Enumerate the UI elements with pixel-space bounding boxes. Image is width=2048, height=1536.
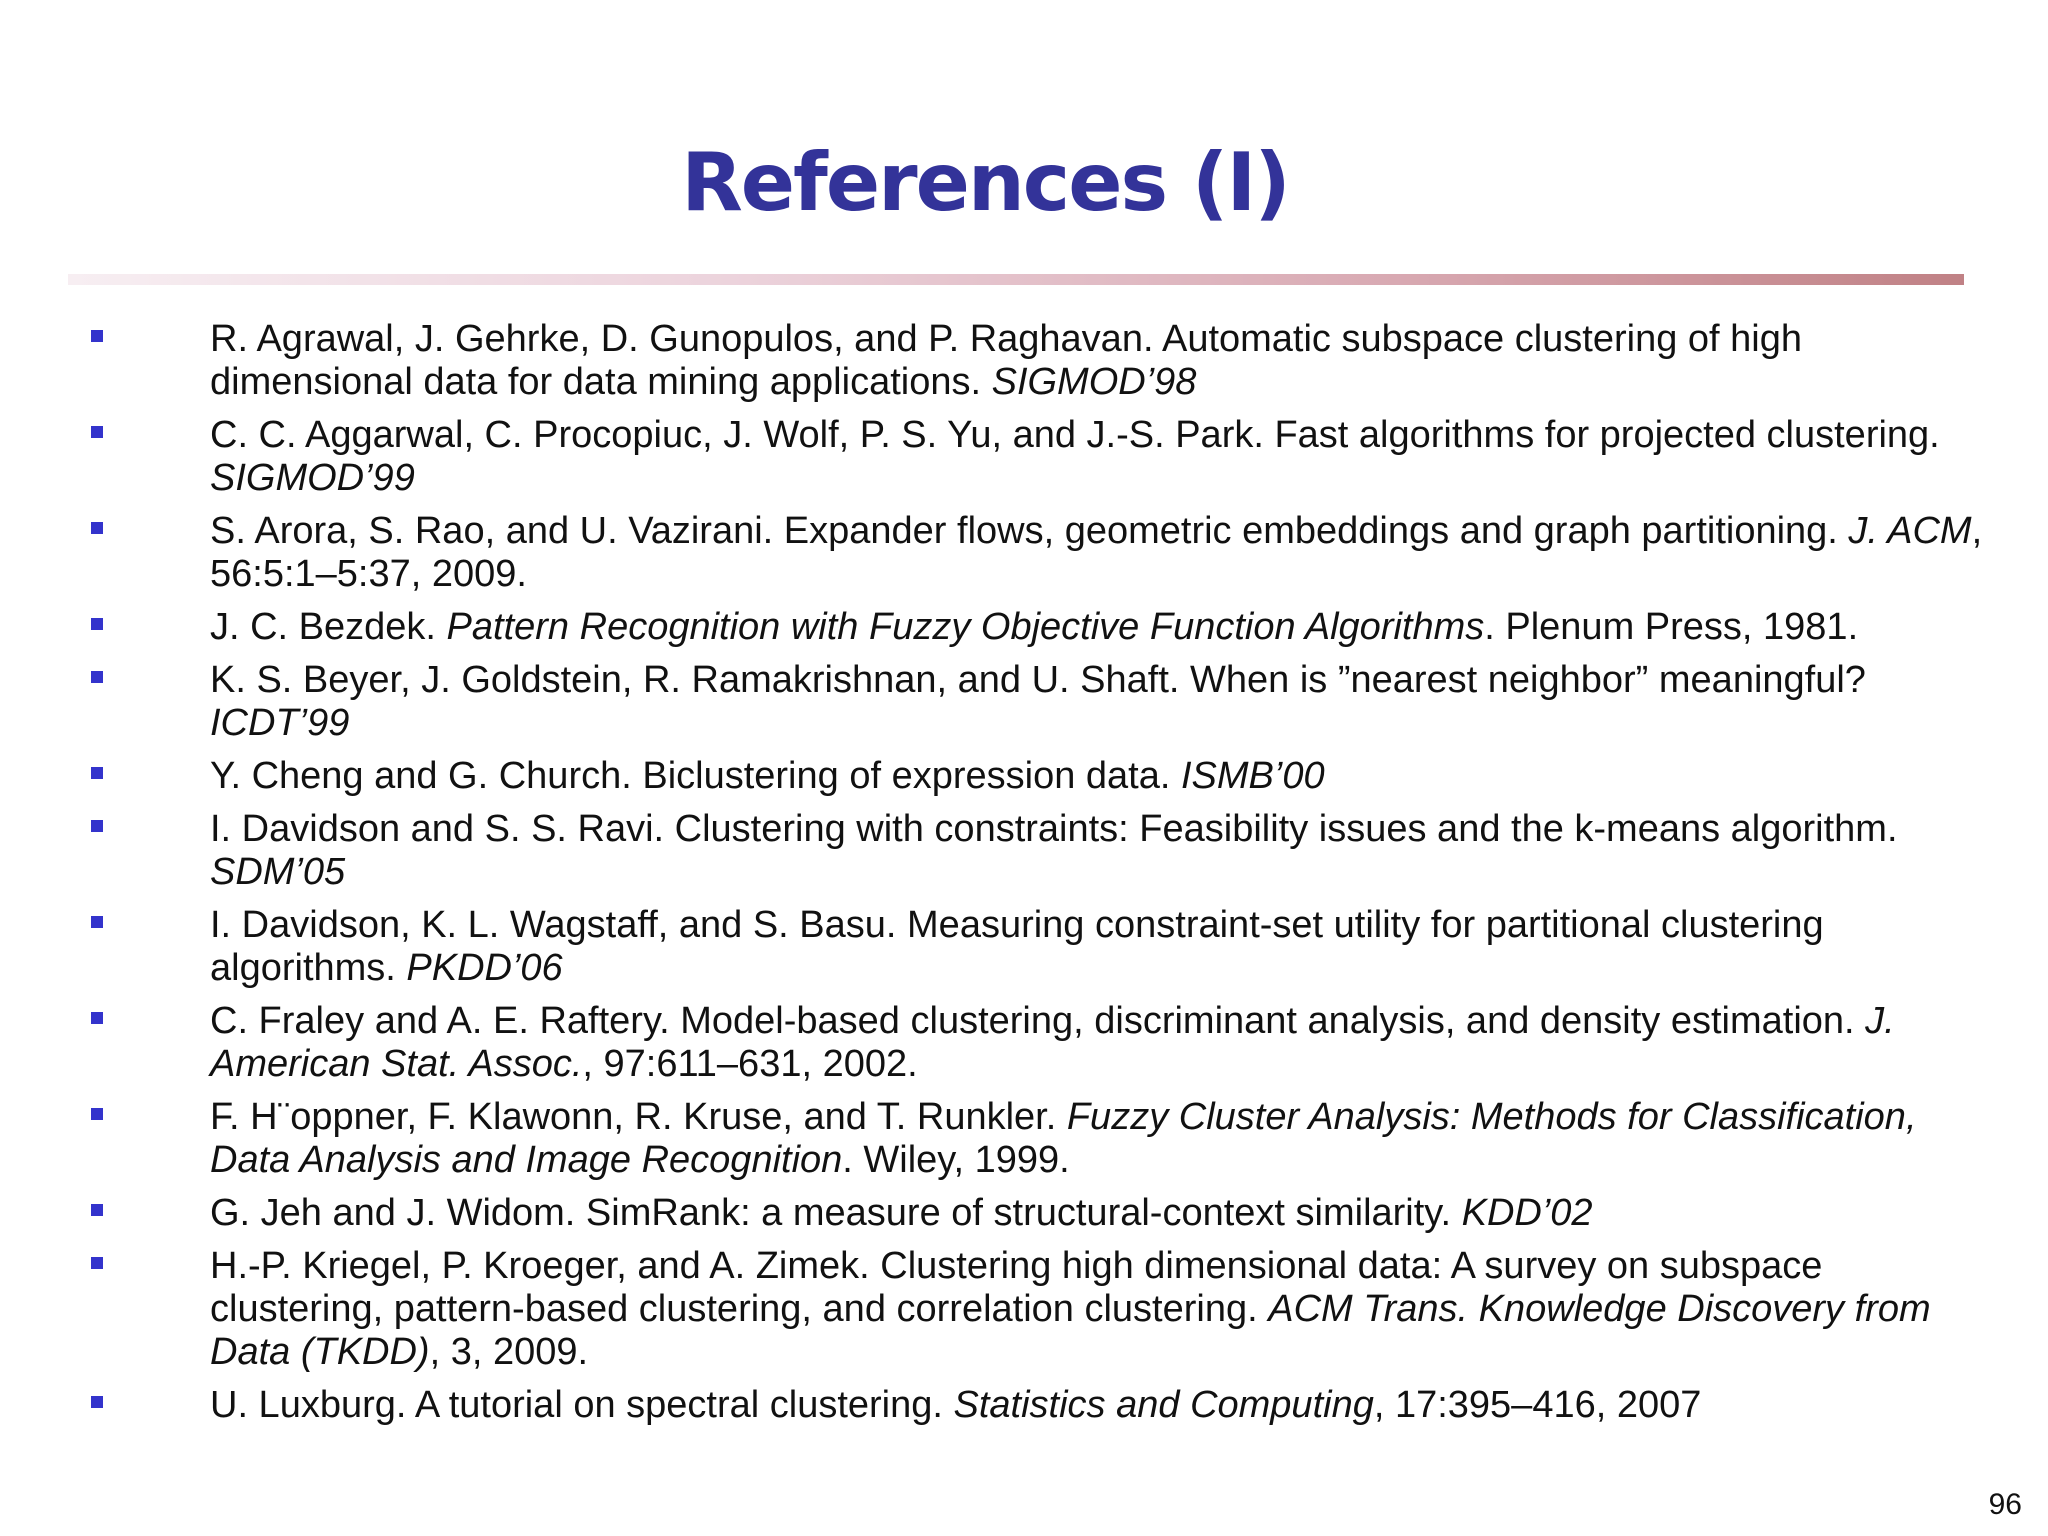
- square-bullet-icon: [91, 1204, 103, 1216]
- reference-venue: KDD’02: [1461, 1192, 1593, 1234]
- square-bullet-icon: [91, 1108, 103, 1120]
- reference-item: [0, 1000, 2048, 1086]
- reference-venue: ACM Trans. Knowledge Discovery from Data (TKDD): [210, 1288, 1931, 1373]
- reference-text: F. H¨oppner, F. Klawonn, R. Kruse, and T. Runkler.: [210, 1096, 1067, 1138]
- reference-text: U. Luxburg. A tutorial on spectral clustering.: [210, 1384, 954, 1426]
- reference-venue: Statistics and Computing: [953, 1384, 1374, 1426]
- reference-venue: J. ACM: [1848, 510, 1972, 552]
- reference-item: [0, 1096, 2048, 1182]
- reference-text: H.-P. Kriegel, P. Kroeger, and A. Zimek. Clustering high dimensional data: A survey on subspace clustering, pattern-based clustering, and correlation clustering.: [210, 1245, 1823, 1330]
- reference-text: S. Arora, S. Rao, and U. Vazirani. Expander flows, geometric embeddings and graph partitioning.: [210, 510, 1849, 552]
- square-bullet-icon: [91, 820, 103, 832]
- reference-text: R. Agrawal, J. Gehrke, D. Gunopulos, and P. Raghavan. Automatic subspace clustering of high dimensional data for data mining applications.: [210, 318, 1802, 403]
- slide-title: References (I): [681, 136, 1289, 229]
- square-bullet-icon: [91, 1396, 103, 1408]
- reference-item: [0, 808, 2048, 894]
- reference-venue: J. American Stat. Assoc.: [210, 1000, 1895, 1085]
- reference-suffix: , 3, 2009.: [429, 1331, 589, 1373]
- reference-venue: Pattern Recognition with Fuzzy Objective Function Algorithms: [446, 606, 1485, 648]
- title-underline-divider: [68, 274, 1964, 285]
- reference-item: [0, 755, 2048, 798]
- reference-suffix: , 17:395–416, 2007: [1373, 1384, 1702, 1426]
- square-bullet-icon: [91, 767, 103, 779]
- reference-text: C. C. Aggarwal, C. Procopiuc, J. Wolf, P. S. Yu, and J.-S. Park. Fast algorithms for projected clustering.: [210, 414, 1940, 456]
- square-bullet-icon: [91, 1012, 103, 1024]
- reference-item: [0, 318, 2048, 404]
- reference-venue: SIGMOD’98: [991, 361, 1197, 403]
- square-bullet-icon: [91, 916, 103, 928]
- reference-text: C. Fraley and A. E. Raftery. Model-based clustering, discriminant analysis, and density estimation.: [210, 1000, 1866, 1042]
- reference-item: [0, 1245, 2048, 1374]
- reference-item: [0, 414, 2048, 500]
- square-bullet-icon: [91, 330, 103, 342]
- reference-suffix: , 97:611–631, 2002.: [582, 1043, 918, 1085]
- reference-suffix: . Wiley, 1999.: [842, 1139, 1070, 1181]
- reference-venue: ISMB’00: [1180, 755, 1325, 797]
- reference-item: [0, 510, 2048, 596]
- reference-item: [0, 1192, 2048, 1235]
- reference-text: G. Jeh and J. Widom. SimRank: a measure of structural-context similarity.: [210, 1192, 1462, 1234]
- reference-venue: Fuzzy Cluster Analysis: Methods for Classification, Data Analysis and Image Recognition: [210, 1096, 1917, 1181]
- reference-suffix: , 56:5:1–5:37, 2009.: [210, 510, 1983, 595]
- reference-text: Y. Cheng and G. Church. Biclustering of expression data.: [210, 755, 1181, 797]
- reference-item: [0, 659, 2048, 745]
- reference-text: I. Davidson, K. L. Wagstaff, and S. Basu. Measuring constraint-set utility for partitional clustering algorithms.: [210, 904, 1824, 989]
- page-number: 96: [1988, 1488, 2022, 1521]
- reference-text: I. Davidson and S. S. Ravi. Clustering with constraints: Feasibility issues and the k-means algorithm.: [210, 808, 1898, 850]
- reference-venue: SIGMOD’99: [210, 457, 415, 499]
- square-bullet-icon: [91, 426, 103, 438]
- reference-venue: SDM’05: [210, 851, 346, 893]
- square-bullet-icon: [91, 618, 103, 630]
- square-bullet-icon: [91, 522, 103, 534]
- reference-venue: PKDD’06: [406, 947, 563, 989]
- reference-venue: ICDT’99: [210, 702, 350, 744]
- reference-text: J. C. Bezdek.: [210, 606, 447, 648]
- reference-text: K. S. Beyer, J. Goldstein, R. Ramakrishnan, and U. Shaft. When is ”nearest neighbor” meaningful?: [210, 659, 1866, 701]
- reference-item: [0, 1384, 2048, 1427]
- square-bullet-icon: [91, 671, 103, 683]
- reference-suffix: . Plenum Press, 1981.: [1484, 606, 1859, 648]
- square-bullet-icon: [91, 1257, 103, 1269]
- reference-item: [0, 606, 2048, 649]
- reference-item: [0, 904, 2048, 990]
- reference-list: [0, 318, 2048, 1437]
